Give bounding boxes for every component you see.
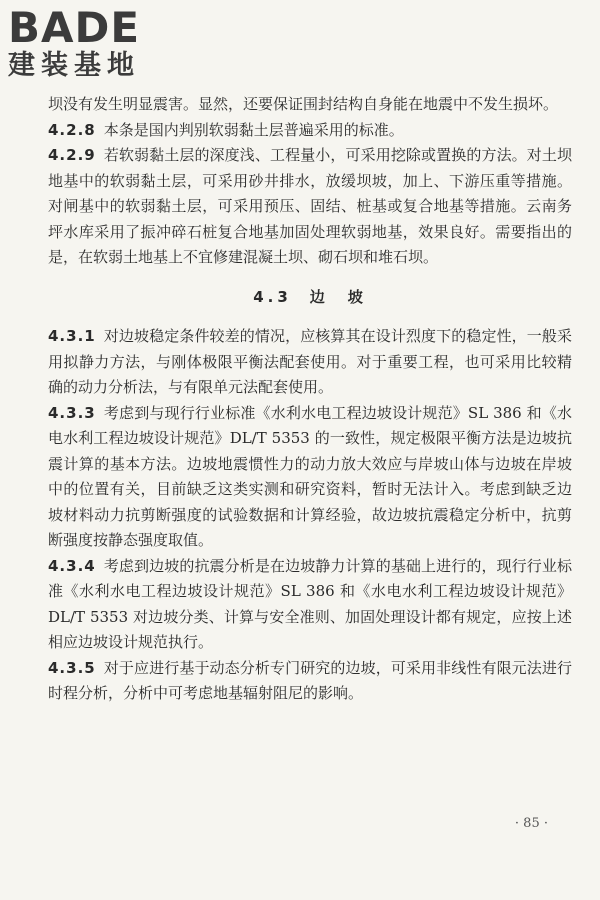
section-heading (48, 285, 572, 311)
bade-logo (8, 3, 188, 82)
section-number: 4.3 (253, 287, 292, 306)
paragraph-4-3-1 (48, 324, 572, 401)
paragraph-text: 本条是国内判别软弱黏土层普遍采用的标准。 (103, 120, 404, 139)
paragraph-4-2-9 (48, 143, 572, 271)
clause-number: 4.3.1 (48, 327, 96, 345)
clause-number: 4.2.8 (48, 120, 96, 139)
clause-number: 4.3.4 (48, 556, 96, 575)
logo-chinese-text: 建装基地 (8, 50, 140, 81)
paragraph-text: 对边坡稳定条件较差的情况，应核算其在设计烈度下的稳定性，一般采用拟静力方法，与刚体极限平衡法配套使用。对于重要工程，也可采用比较精确的动力分析法，与有限单元法配套使用。 (48, 327, 572, 396)
paragraph-text: 考虑到与现行行业标准《水利水电工程边坡设计规范》SL 386 和《水电水利工程边坡设计规范》DL/T 5353 的一致性，规定极限平衡方法是边坡抗震计算的基本方法。边坡地震惯性力的动力放大效应与岸坡山体与边坡在岸坡中的位置有关，目前缺乏这类实测和研究资料，暂时无法计入。考虑到缺乏边坡材料动力抗剪断强度的试验数据和计算经验，故边坡抗震稳定分析中，抗剪断强度按静态强度取值。 (48, 403, 572, 549)
paragraph-4-3-4 (48, 554, 572, 656)
clause-number: 4.3.3 (48, 403, 96, 422)
paragraph-text: 对于应进行基于动态分析专门研究的边坡，可采用非线性有限元法进行时程分析，分析中可考虑地基辐射阻尼的影响。 (48, 658, 572, 702)
paragraph-4-2-8 (48, 118, 572, 144)
logo-latin-text: BADE (8, 3, 141, 52)
paragraph-continuation (48, 92, 572, 118)
document-body (48, 92, 572, 707)
paragraph-text: 考虑到边坡的抗震分析是在边坡静力计算的基础上进行的，现行行业标准《水利水电工程边坡设计规范》SL 386 和《水电水利工程边坡设计规范》DL/T 5353 对边坡分类、计算与安全准则、加固处理设计都有规定，应按上述相应边坡设计规范执行。 (48, 556, 572, 651)
paragraph-4-3-5 (48, 656, 572, 707)
page-number: · 85 · (514, 816, 548, 831)
paragraph-text: 坝没有发生明显震害。显然，还要保证围封结构自身能在地震中不发生损坏。 (48, 95, 559, 113)
paragraph-text: 若软弱黏土层的深度浅、工程量小，可采用挖除或置换的方法。对土坝地基中的软弱黏土层，可采用砂井排水，放缓坝坡，加上、下游压重等措施。对闸基中的软弱黏土层，可采用预压、固结、桩基或复合地基等措施。云南务坪水库采用了振冲碎石桩复合地基加固处理软弱地基，效果良好。需要指出的是，在软弱土地基上不宜修建混凝土坝、砌石坝和堆石坝。 (48, 146, 572, 266)
clause-number: 4.2.9 (48, 146, 96, 164)
paragraph-4-3-3 (48, 401, 572, 554)
clause-number: 4.3.5 (48, 658, 96, 677)
section-title: 边 坡 (309, 287, 367, 306)
